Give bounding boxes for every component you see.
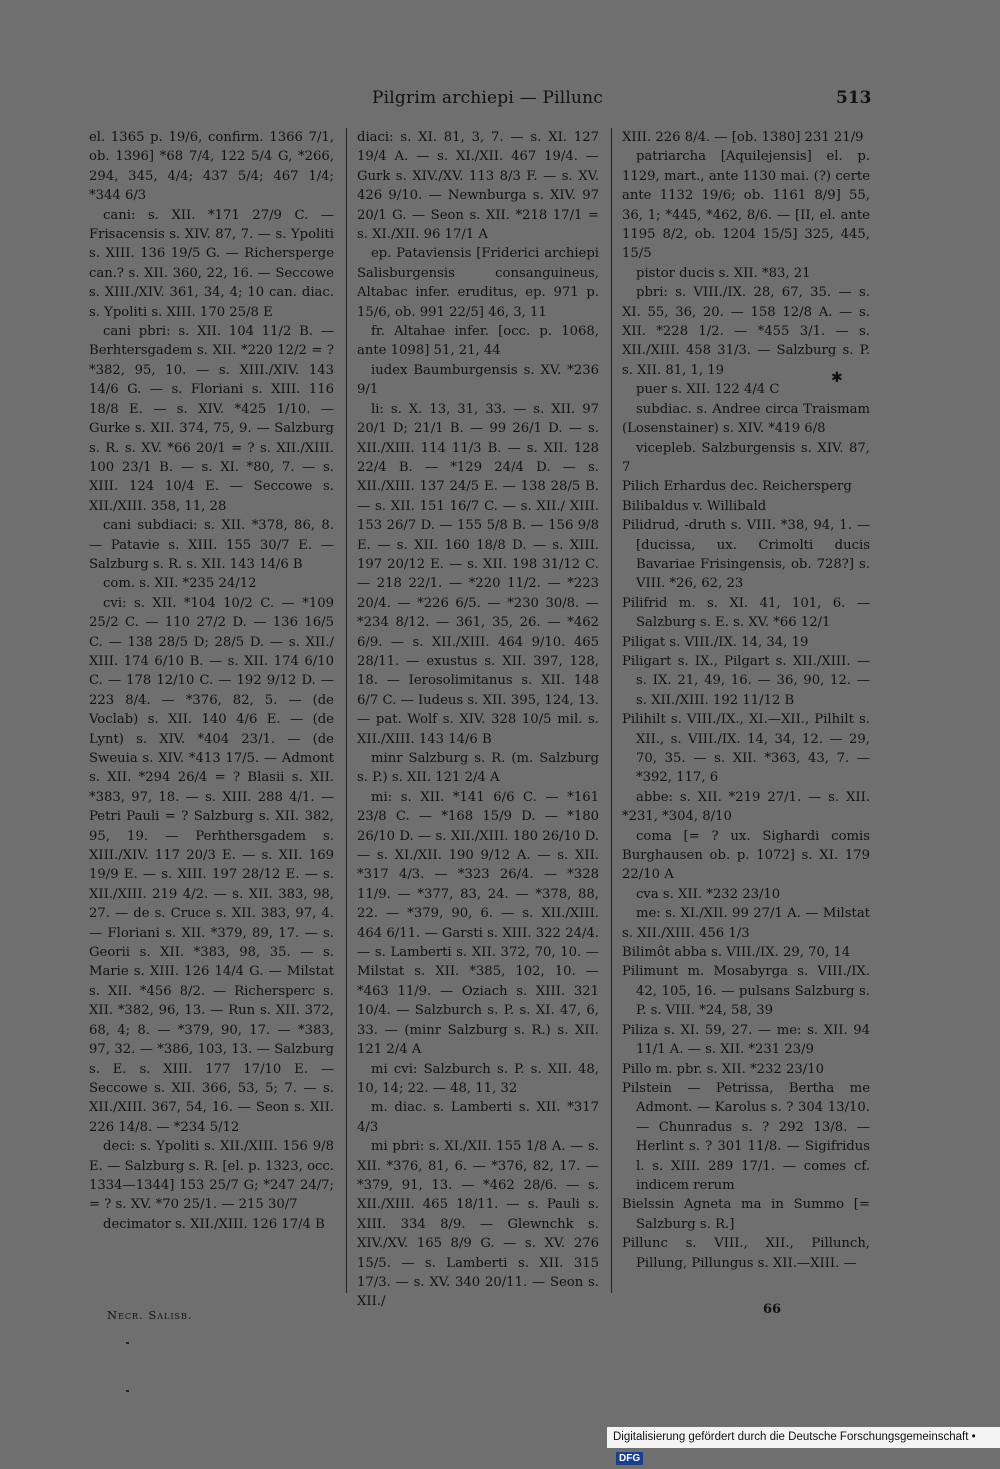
entry-heading: Pilimunt m. Mosabyrga s. VIII./IX. 42, 105, 16. — pulsans Salzburg s. P. s. VIII. *24, 58, 39: [622, 964, 870, 1019]
scan-dot: [126, 1390, 129, 1392]
entry: cani pbri: s. XII. 104 11/2 B. — Berhtersgadem s. XII. *220 12/2 = ? *382, 95, 10. — s. XIII./XIV. 143 14/6 G. — s. Floriani s. XIII. 116 18/8 E. — s. XIV. *425 1/10. — Gurke s. XII. 374, 75, 9. — Salzburg s. R. s. XV. *66 20/1 = ? s. XII./XIII. 100 23/1 B. — s. XI. *80, 7. — s. XIII. 124 10/4 E. — Seccowe s. XII./XIII. 358, 11, 28: [89, 324, 334, 514]
page-number: 513: [836, 88, 872, 108]
entry: decimator s. XII./XIII. 126 17/4 B: [103, 1216, 325, 1232]
entry-heading: Pilstein — Petrissa, Bertha me Admont. — Karolus s. ? 304 13/10. — Chunradus s. ? 292 13/8. — Herlint s. ? 301 11/8. — Sigifridus l. s. XIII. 289 17/1. — comes cf. indicem rerum: [622, 1080, 870, 1193]
entry: cani subdiaci: s. XII. *378, 86, 8. — Patavie s. XIII. 155 30/7 E. — Salzburg s. R. s. XII. 143 14/6 B: [89, 518, 334, 572]
entry: pistor ducis s. XII. *83, 21: [636, 265, 811, 281]
entry: fr. Altahae infer. [occ. p. 1068, ante 1098] 51, 21, 44: [357, 324, 599, 359]
running-header: [0, 86, 1000, 116]
entry: mi: s. XII. *141 6/6 C. — *161 23/8 C. — *168 15/9 D. — *180 26/10 D. — s. XII./XIII. 180 26/10 D. — s. XI./XII. 190 9/12 A. — s. XII. *317 4/3. — *323 26/4. — *328 11/9. — *377, 83, 24. — *378, 88, 22. — *379, 90, 6. — s. XII./XIII. 464 6/11. — Garsti s. XIII. 322 24/4. — s. Lamberti s. XII. 372, 70, 10. — Milstat s. XII. *385, 102, 10. — *463 11/9. — Oziach s. XIII. 321 10/4. — Salzburch s. P. s. XI. 47, 6, 33. — (minr Salzburg s. R.) s. XII. 121 2/4 A: [357, 789, 599, 1058]
running-title: Pilgrim archiepi — Pillunc: [372, 88, 604, 108]
entry: diaci: s. XI. 81, 3, 7. — s. XI. 127 19/4 A. — s. XI./XII. 467 19/4. — Gurk s. XIV./XV. 113 8/3 F. — s. XV. 426 9/10. — Newnburga s. XIV. 97 20/1 G. — Seon s. XII. *218 17/1 = s. XI./XII. 96 17/1 A: [357, 130, 599, 243]
entry: mi pbri: s. XI./XII. 155 1/8 A. — s. XII. *376, 81, 6. — *376, 82, 17. — *379, 91, 13. — *462 28/6. — s. XII./XIII. 465 18/11. — s. Pauli s. XIII. 334 8/9. — Glewnchk s. XIV./XV. 165 8/9 G. — s. XV. 276 15/5. — s. Lamberti s. XII. 315 17/3. — s. XV. 340 20/11. — Seon s. XII./: [357, 1139, 599, 1310]
entry-heading: Pillunc s. VIII., XII., Pillunch, Pillung, Pillungus s. XII.—XIII. —: [622, 1236, 870, 1271]
entry: me: s. XI./XII. 99 27/1 A. — Milstat s. XII./XIII. 456 1/3: [622, 906, 870, 941]
entry-heading: Piligat s. VIII./IX. 14, 34, 19: [622, 634, 809, 650]
entry: m. diac. s. Lamberti s. XII. *317 4/3: [357, 1100, 599, 1135]
column-divider: [346, 128, 347, 1293]
entry-heading: Piligart s. IX., Pilgart s. XII./XIII. — s. IX. 21, 49, 16. — 36, 90, 12. — s. XII./XIII. 192 11/12 B: [622, 653, 870, 708]
entry: cva s. XII. *232 23/10: [636, 886, 781, 902]
ink-blot-mark: ✱: [831, 370, 843, 386]
entry: XIII. 226 8/4. — [ob. 1380] 231 21/9: [622, 130, 864, 145]
entry: subdiac. s. Andree circa Traismam (Losenstainer) s. XIV. *419 6/8: [622, 401, 870, 437]
entry: li: s. X. 13, 31, 33. — s. XII. 97 20/1 D; 21/1 B. — 99 26/1 D. — s. XII./XIII. 114 11/3 B. — s. XII. 128 22/4 B. — *129 24/4 D. — s. XII./XIII. 137 24/5 E. — 138 28/5 B. — s. XII. 151 16/7 C. — s. XII./ XIII. 153 26/7 D. — 155 5/8 B. — 156 9/8 E. — s. XII. 160 18/8 D. — s. XIII. 197 20/12 E. — s. XII. 198 31/12 C. — 218 22/1. — *220 11/2. — *223 20/4. — *226 6/5. — *230 30/8. — *234 8/12. — 361, 35, 26. — *462 6/9. — s. XII./XIII. 464 9/10. 465 28/11. — exustus s. XII. 397, 128, 18. — Ierosolimitanus s. XII. 148 6/7 C. — Iudeus s. XII. 395, 124, 13. — pat. Wolf s. XIV. 328 10/5 mil. s. XII./XIII. 143 14/6 B: [357, 401, 599, 747]
entry: puer s. XII. 122 4/4 C: [636, 382, 780, 398]
entry: patriarcha [Aquilejensis] el. p. 1129, mart., ante 1130 mai. (?) certe ante 1132 19/6; ob. 1161 8/9] 55, 36, 1; *445, *462, 8/6. — [II, el. ante 1195 8/2, ob. 1204 15/5] 325, 445, 15/5: [622, 149, 870, 262]
dfg-banner: [607, 1427, 1000, 1464]
entry-heading: Pilifrid m. s. XI. 41, 101, 6. — Salzburg s. E. s. XV. *66 12/1: [622, 595, 870, 631]
column-divider: [611, 128, 612, 1293]
entry: iudex Baumburgensis s. XV. *236 9/1: [357, 362, 599, 398]
column-2: [357, 128, 599, 1310]
entry-heading: Pillo m. pbr. s. XII. *232 23/10: [622, 1061, 824, 1077]
entry-heading: Piliza s. XI. 59, 27. — me: s. XII. 94 11/1 A. — s. XII. *231 23/9: [622, 1022, 870, 1058]
footer-signature: Necr. Salisb.: [107, 1308, 193, 1322]
entry: vicepleb. Salzburgensis s. XIV. 87, 7: [622, 440, 870, 475]
entry-heading: Bilimôt abba s. VIII./IX. 29, 70, 14: [622, 945, 851, 961]
column-3: [622, 128, 870, 1271]
entry: cvi: s. XII. *104 10/2 C. — *109 25/2 C. — 110 27/2 D. — 136 16/5 C. — 138 28/5 D; 28/5 D. — s. XII./ XIII. 174 6/10 B. — s. XII. 174 6/10 C. — 178 12/10 C. — 192 9/12 D. — 223 8/4. — *376, 82, 5. — (de Voclab) s. XII. 140 4/6 E. — (de Lynt) s. XIV. *404 23/1. — (de Sweuia s. XIV. *413 17/5. — Admont s. XII. *294 26/4 = ? Blasii s. XII. *383, 97, 18. — s. XIII. 288 4/1. — Petri Pauli = ? Salzburg s. XII. 382, 95, 19. — Perhthersgadem s. XIII./XIV. 117 20/3 E. — s. XII. 169 19/9 E. — s. XIII. 197 28/12 E. — s. XII./XIII. 219 4/2. — s. XII. 383, 98, 27. — de s. Cruce s. XII. 383, 97, 4. — Floriani s. XII. *379, 89, 17. — s. Georii s. XII. *383, 98, 35. — s. Marie s. XIII. 126 14/4 G. — Milstat s. XII. *456 8/2. — Richersperc s. XII. *382, 96, 13. — Run s. XII. 372, 68, 4; 8. — *379, 90, 17. — *383, 97, 32. — *386, 103, 13. — Salzburg s. E. s. XIII. 177 17/10 E. — Seccowe s. XII. 366, 53, 5; 7. — s. XII./XIII. 367, 54, 16. — Seon s. XII. 226 14/8. — *234 5/12: [89, 595, 334, 1135]
entry-heading: Pilich Erhardus dec. Reichersperg: [622, 479, 852, 495]
footer-sheet-number: 66: [763, 1302, 782, 1317]
entry-heading: Pilidrud, -druth s. VIII. *38, 94, 1. — [ducissa, ux. Crimolti ducis Bavariae Frisingensis, ob. 728?] s. VIII. *26, 62, 23: [622, 518, 870, 592]
entry: coma [= ? ux. Sighardi comis Burghausen ob. p. 1072] s. XI. 179 22/10 A: [622, 828, 870, 883]
entry: el. 1365 p. 19/6, confirm. 1366 7/1, ob. 1396] *68 7/4, 122 5/4 G, *266, 294, 345, 4/4; 437 5/4; 467 1/4; *344 6/3: [89, 130, 334, 204]
entry: com. s. XII. *235 24/12: [103, 576, 257, 592]
entry: minr Salzburg s. R. (m. Salzburg s. P.) s. XII. 121 2/4 A: [357, 751, 599, 786]
entry: deci: s. Ypoliti s. XII./XIII. 156 9/8 E. — Salzburg s. R. [el. p. 1323, occ. 1334—1344] 153 25/7 G; *247 24/7; = ? s. XV. *70 25/1. — 215 30/7: [89, 1139, 334, 1213]
entry: cani: s. XII. *171 27/9 C. — Frisacensis s. XIV. 87, 7. — s. Ypoliti s. XIII. 136 19/5 G. — Richersperge can.? s. XII. 360, 22, 16. — Seccowe s. XIII./XIV. 361, 34, 4; 10 can. diac. s. Ypoliti s. XIII. 170 25/8 E: [89, 207, 334, 320]
entry: abbe: s. XII. *219 27/1. — s. XII. *231, *304, 8/10: [622, 789, 870, 825]
entry: pbri: s. VIII./IX. 28, 67, 35. — s. XI. 55, 36, 20. — 158 12/8 A. — s. XII. *228 1/2. — *455 3/1. — s. XII./XIII. 458 31/3. — Salzburg s. P. s. XII. 81, 1, 19: [622, 285, 870, 378]
dfg-logo-icon: DFG: [616, 1452, 643, 1465]
entry: ep. Pataviensis [Friderici archiepi Salisburgensis consanguineus, Altabac infer. eruditus, ep. 971 p. 15/6, ob. 991 22/5] 46, 3, 11: [357, 246, 599, 320]
entry-heading: Bilibaldus v. Willibald: [622, 498, 767, 514]
entry-heading: Pilihilt s. VIII./IX., XI.—XII., Pilhilt s. XII., s. VIII./IX. 14, 34, 12. — 29, 70, 35. — s. XII. *363, 43, 7. — *392, 117, 6: [622, 712, 870, 786]
column-1: [89, 128, 334, 1298]
banner-text: Digitalisierung gefördert durch die Deutsche Forschungsgemeinschaft •: [613, 1431, 976, 1443]
scan-dot: [126, 1342, 129, 1344]
entry-heading: Bielssin Agneta ma in Summo [= Salzburg s. R.]: [622, 1197, 870, 1232]
entry: mi cvi: Salzburch s. P. s. XII. 48, 10, 14; 22. — 48, 11, 32: [357, 1061, 599, 1096]
